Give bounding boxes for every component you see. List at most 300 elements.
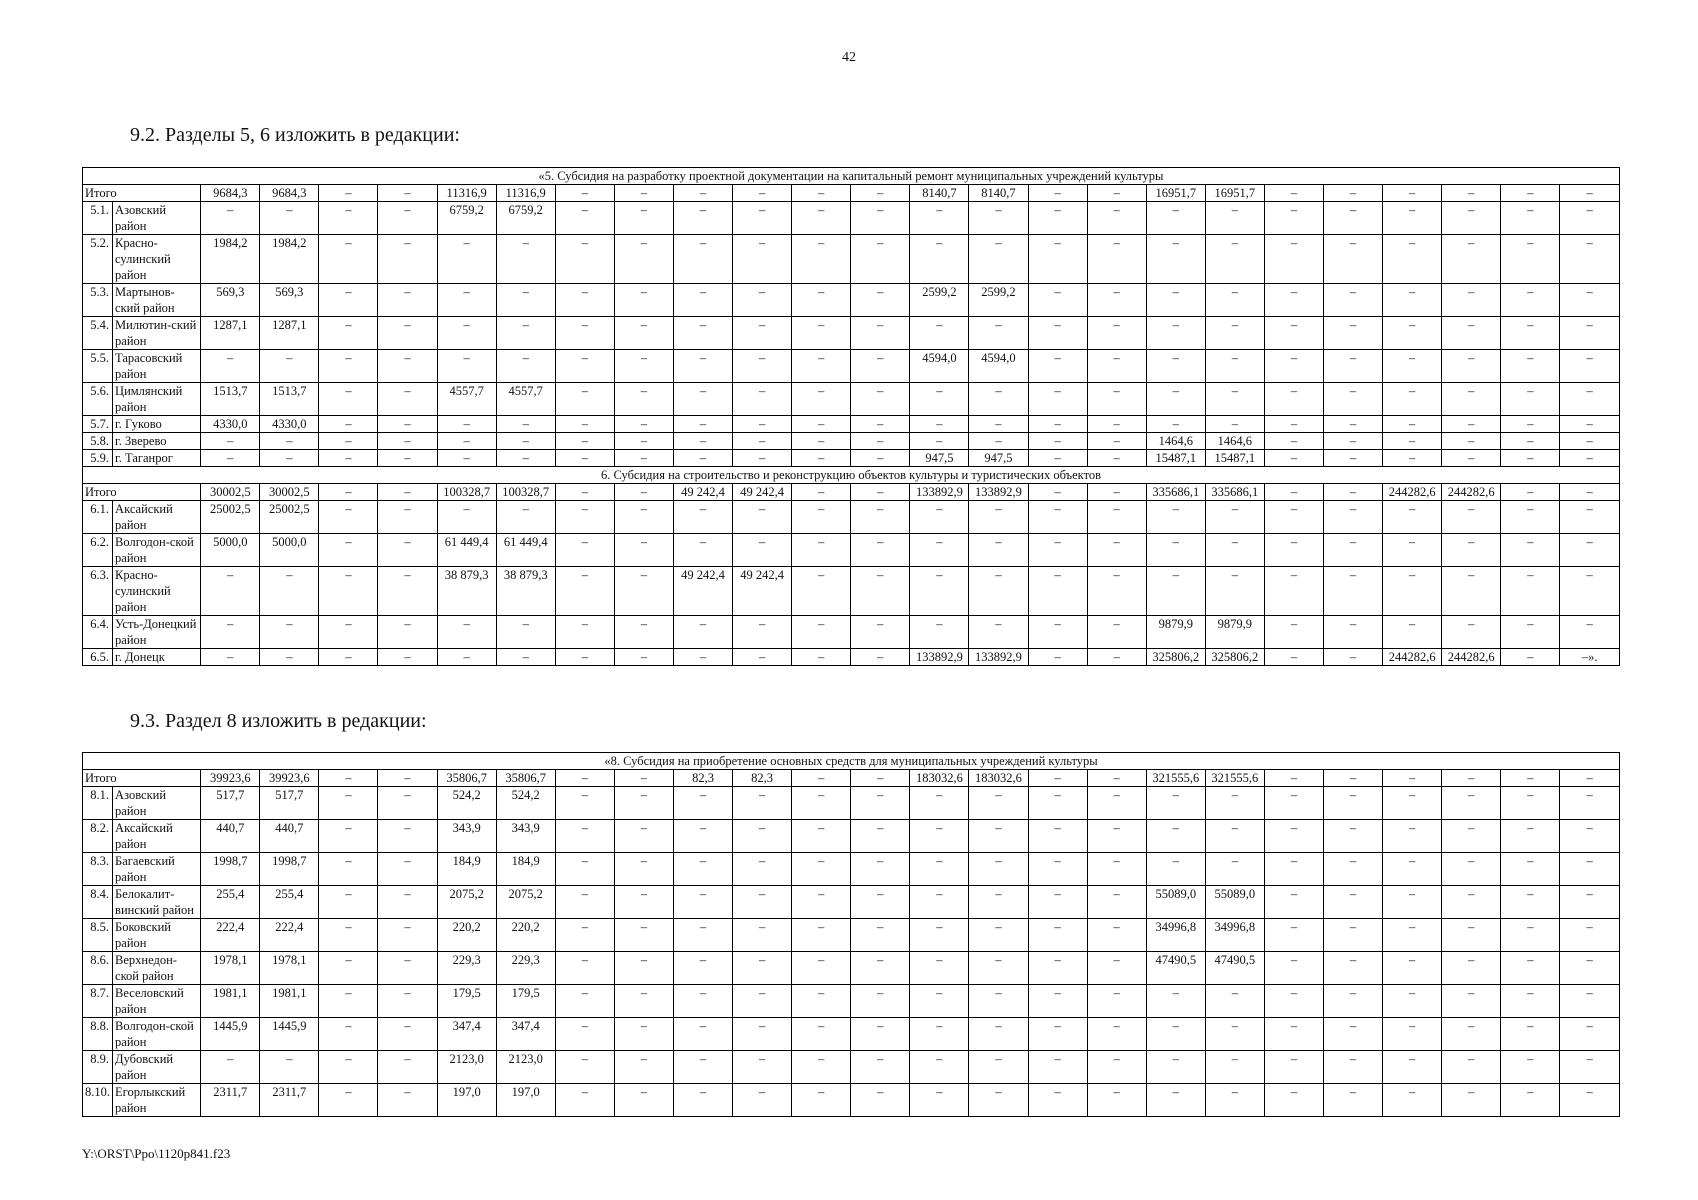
value-cell: – (1560, 450, 1620, 467)
value-cell: – (1146, 1018, 1205, 1051)
value-cell: – (1087, 787, 1146, 820)
value-cell: – (319, 202, 378, 235)
value-cell: – (378, 616, 437, 649)
table-row (83, 235, 1620, 284)
value-cell: – (555, 820, 614, 853)
value-cell: – (1560, 1018, 1620, 1051)
value-cell: 222,4 (201, 919, 260, 952)
value-cell: – (673, 284, 732, 317)
value-cell: – (969, 820, 1028, 853)
total-value-cell: 39923,6 (260, 770, 319, 787)
value-cell: 1998,7 (201, 853, 260, 886)
value-cell: – (496, 501, 555, 534)
district-name: Цимлянский район (113, 383, 201, 416)
total-value-cell: 39923,6 (201, 770, 260, 787)
file-path-footer: Y:\ORST\Ppo\1120p841.f23 (82, 1146, 231, 1161)
value-cell: – (1028, 501, 1087, 534)
value-cell: – (1028, 534, 1087, 567)
value-cell: 2123,0 (437, 1051, 496, 1084)
section-title: 6. Субсидия на строительство и реконструкцию объектов культуры и туристических объектов (83, 467, 1620, 484)
value-cell: 4594,0 (910, 350, 969, 383)
value-cell: – (437, 235, 496, 284)
row-number: 5.8. (83, 433, 113, 450)
table-row (83, 433, 1620, 450)
total-value-cell: 49 242,4 (733, 484, 792, 501)
value-cell: – (260, 567, 319, 616)
value-cell: – (378, 1051, 437, 1084)
value-cell: – (1028, 787, 1087, 820)
total-value-cell: – (851, 484, 910, 501)
value-cell: – (1028, 1084, 1087, 1117)
value-cell: – (1264, 919, 1323, 952)
value-cell: 1984,2 (201, 235, 260, 284)
value-cell: – (910, 383, 969, 416)
value-cell: – (1383, 202, 1442, 235)
value-cell: – (319, 534, 378, 567)
value-cell: – (555, 1051, 614, 1084)
value-cell: – (319, 616, 378, 649)
value-cell: – (614, 317, 673, 350)
value-cell: 38 879,3 (437, 567, 496, 616)
value-cell: – (1383, 853, 1442, 886)
total-value-cell: – (1028, 185, 1087, 202)
value-cell: – (378, 284, 437, 317)
value-cell: 1981,1 (201, 985, 260, 1018)
value-cell: – (614, 952, 673, 985)
value-cell: – (1264, 1084, 1323, 1117)
value-cell: – (1383, 501, 1442, 534)
value-cell: – (614, 1018, 673, 1051)
value-cell: – (1028, 235, 1087, 284)
value-cell: 1287,1 (201, 317, 260, 350)
total-value-cell: 100328,7 (496, 484, 555, 501)
value-cell: – (969, 1018, 1028, 1051)
value-cell: – (1028, 202, 1087, 235)
value-cell: – (1560, 235, 1620, 284)
table-row (83, 450, 1620, 467)
total-value-cell: – (1501, 770, 1560, 787)
value-cell: – (733, 649, 792, 666)
value-cell: – (733, 1051, 792, 1084)
value-cell: – (1323, 985, 1382, 1018)
value-cell: – (1264, 350, 1323, 383)
value-cell: – (1205, 416, 1264, 433)
value-cell: – (614, 649, 673, 666)
value-cell: – (1442, 501, 1501, 534)
value-cell: – (733, 820, 792, 853)
value-cell: – (437, 433, 496, 450)
subsidy-table-section-8 (82, 752, 1620, 1117)
value-cell: – (378, 1018, 437, 1051)
value-cell: 517,7 (201, 787, 260, 820)
value-cell: – (378, 985, 437, 1018)
value-cell: – (437, 649, 496, 666)
district-name: Милютин-ский район (113, 317, 201, 350)
total-value-cell: 9684,3 (260, 185, 319, 202)
value-cell: – (319, 350, 378, 383)
total-value-cell: 133892,9 (969, 484, 1028, 501)
total-value-cell: – (1560, 770, 1620, 787)
district-name: Дубовский район (113, 1051, 201, 1084)
value-cell: – (1442, 383, 1501, 416)
value-cell: 220,2 (437, 919, 496, 952)
value-cell: – (1205, 350, 1264, 383)
value-cell: – (733, 886, 792, 919)
value-cell: 34996,8 (1146, 919, 1205, 952)
value-cell: – (1501, 350, 1560, 383)
value-cell: – (319, 787, 378, 820)
value-cell: 1445,9 (201, 1018, 260, 1051)
district-name: Тарасовский район (113, 350, 201, 383)
value-cell: – (969, 853, 1028, 886)
value-cell: – (1028, 450, 1087, 467)
value-cell: – (851, 985, 910, 1018)
value-cell: – (733, 450, 792, 467)
value-cell: – (201, 649, 260, 666)
value-cell: – (614, 235, 673, 284)
table-row (83, 853, 1620, 886)
total-value-cell: 321555,6 (1146, 770, 1205, 787)
row-number: 8.3. (83, 853, 113, 886)
row-number: 6.3. (83, 567, 113, 616)
district-name: Азовский район (113, 787, 201, 820)
value-cell: – (260, 450, 319, 467)
value-cell: – (792, 886, 851, 919)
value-cell: – (910, 886, 969, 919)
value-cell: – (378, 886, 437, 919)
value-cell: 229,3 (496, 952, 555, 985)
value-cell: – (496, 284, 555, 317)
value-cell: – (319, 853, 378, 886)
value-cell: – (969, 501, 1028, 534)
value-cell: – (201, 433, 260, 450)
total-row (83, 484, 1620, 501)
value-cell: 197,0 (496, 1084, 555, 1117)
value-cell: – (1442, 985, 1501, 1018)
value-cell: – (969, 416, 1028, 433)
row-number: 8.8. (83, 1018, 113, 1051)
value-cell: – (437, 501, 496, 534)
value-cell: – (1442, 202, 1501, 235)
value-cell: – (555, 1018, 614, 1051)
row-number: 8.7. (83, 985, 113, 1018)
value-cell: – (792, 202, 851, 235)
value-cell: – (1323, 501, 1382, 534)
value-cell: – (910, 433, 969, 450)
value-cell: – (319, 317, 378, 350)
value-cell: – (1323, 416, 1382, 433)
value-cell: 255,4 (260, 886, 319, 919)
value-cell: – (910, 534, 969, 567)
subsidy-table-sections-5-6 (82, 167, 1620, 666)
total-value-cell: 183032,6 (969, 770, 1028, 787)
value-cell: – (1323, 820, 1382, 853)
value-cell: – (1442, 450, 1501, 467)
value-cell: – (378, 787, 437, 820)
value-cell: – (792, 1084, 851, 1117)
value-cell: 347,4 (437, 1018, 496, 1051)
section-heading-9-3: 9.3. Раздел 8 изложить в редакции: (130, 710, 427, 732)
value-cell: – (614, 820, 673, 853)
total-row (83, 770, 1620, 787)
value-cell: – (1028, 616, 1087, 649)
total-row (83, 185, 1620, 202)
value-cell: – (910, 1051, 969, 1084)
section-title-row (83, 467, 1620, 484)
value-cell: – (378, 235, 437, 284)
total-value-cell: – (378, 185, 437, 202)
value-cell: – (1442, 853, 1501, 886)
value-cell: – (792, 616, 851, 649)
value-cell: – (614, 534, 673, 567)
value-cell: – (378, 501, 437, 534)
value-cell: – (673, 317, 732, 350)
value-cell: – (319, 416, 378, 433)
total-value-cell: – (1087, 185, 1146, 202)
value-cell: – (733, 787, 792, 820)
value-cell: – (378, 383, 437, 416)
value-cell: – (319, 820, 378, 853)
value-cell: – (1501, 416, 1560, 433)
value-cell: 61 449,4 (496, 534, 555, 567)
total-value-cell: 133892,9 (910, 484, 969, 501)
value-cell: – (437, 416, 496, 433)
value-cell: – (1205, 235, 1264, 284)
value-cell: – (910, 416, 969, 433)
value-cell: – (1264, 284, 1323, 317)
value-cell: – (1501, 433, 1560, 450)
value-cell: – (437, 317, 496, 350)
value-cell: 184,9 (496, 853, 555, 886)
value-cell: – (319, 501, 378, 534)
value-cell: – (733, 501, 792, 534)
value-cell: – (555, 787, 614, 820)
value-cell: – (673, 919, 732, 952)
value-cell: – (969, 985, 1028, 1018)
value-cell: – (1028, 433, 1087, 450)
value-cell: – (969, 616, 1028, 649)
value-cell: – (319, 1051, 378, 1084)
value-cell: 4330,0 (201, 416, 260, 433)
table-row (83, 317, 1620, 350)
value-cell: – (1087, 416, 1146, 433)
value-cell: – (1442, 616, 1501, 649)
value-cell: – (1501, 1084, 1560, 1117)
value-cell: – (851, 1084, 910, 1117)
value-cell: 1978,1 (201, 952, 260, 985)
value-cell: – (1323, 919, 1382, 952)
value-cell: – (673, 886, 732, 919)
total-value-cell: – (319, 770, 378, 787)
value-cell: – (1028, 649, 1087, 666)
value-cell: 184,9 (437, 853, 496, 886)
value-cell: – (555, 433, 614, 450)
value-cell: 1287,1 (260, 317, 319, 350)
value-cell: – (1323, 787, 1382, 820)
value-cell: – (1087, 450, 1146, 467)
value-cell: – (1560, 1084, 1620, 1117)
value-cell: – (1560, 350, 1620, 383)
value-cell: 4594,0 (969, 350, 1028, 383)
value-cell: – (1264, 202, 1323, 235)
value-cell: – (1442, 919, 1501, 952)
value-cell: – (1087, 1051, 1146, 1084)
value-cell: – (910, 952, 969, 985)
total-value-cell: – (1323, 484, 1382, 501)
value-cell: – (437, 350, 496, 383)
value-cell: 1464,6 (1205, 433, 1264, 450)
value-cell: – (851, 1018, 910, 1051)
value-cell: – (1323, 616, 1382, 649)
value-cell: 1445,9 (260, 1018, 319, 1051)
value-cell: – (201, 450, 260, 467)
value-cell: – (1501, 649, 1560, 666)
value-cell: – (1028, 317, 1087, 350)
value-cell: – (969, 952, 1028, 985)
total-value-cell: 335686,1 (1205, 484, 1264, 501)
value-cell: – (555, 985, 614, 1018)
value-cell: – (614, 433, 673, 450)
value-cell: – (851, 433, 910, 450)
value-cell: – (969, 534, 1028, 567)
total-value-cell: – (1323, 185, 1382, 202)
table-row (83, 886, 1620, 919)
value-cell: – (792, 317, 851, 350)
value-cell: – (555, 1084, 614, 1117)
total-value-cell: 9684,3 (201, 185, 260, 202)
row-number: 8.6. (83, 952, 113, 985)
value-cell: – (851, 202, 910, 235)
value-cell: – (792, 1018, 851, 1051)
value-cell: –». (1560, 649, 1620, 666)
value-cell: – (1087, 317, 1146, 350)
total-value-cell: 8140,7 (969, 185, 1028, 202)
value-cell: – (733, 433, 792, 450)
value-cell: – (673, 952, 732, 985)
value-cell: – (1501, 567, 1560, 616)
value-cell: – (851, 886, 910, 919)
value-cell: – (1323, 350, 1382, 383)
value-cell: – (673, 202, 732, 235)
value-cell: – (1383, 567, 1442, 616)
table-row (83, 952, 1620, 985)
value-cell: – (1501, 235, 1560, 284)
value-cell: 222,4 (260, 919, 319, 952)
total-value-cell: – (1442, 185, 1501, 202)
value-cell: – (1383, 433, 1442, 450)
value-cell: 47490,5 (1205, 952, 1264, 985)
value-cell: – (1028, 985, 1087, 1018)
value-cell: – (555, 202, 614, 235)
value-cell: – (1087, 820, 1146, 853)
value-cell: – (1264, 787, 1323, 820)
value-cell: – (733, 383, 792, 416)
value-cell: – (1501, 1018, 1560, 1051)
value-cell: – (555, 616, 614, 649)
value-cell: – (496, 317, 555, 350)
value-cell: – (1028, 886, 1087, 919)
value-cell: – (1323, 1084, 1382, 1117)
value-cell: – (851, 450, 910, 467)
row-number: 5.5. (83, 350, 113, 383)
value-cell: – (1264, 501, 1323, 534)
value-cell: – (1560, 202, 1620, 235)
value-cell: – (614, 919, 673, 952)
value-cell: 5000,0 (201, 534, 260, 567)
value-cell: 2311,7 (260, 1084, 319, 1117)
value-cell: – (1205, 383, 1264, 416)
value-cell: – (1205, 787, 1264, 820)
total-value-cell: 11316,9 (437, 185, 496, 202)
value-cell: 440,7 (201, 820, 260, 853)
value-cell: – (1264, 534, 1323, 567)
value-cell: – (1323, 317, 1382, 350)
row-number: 5.1. (83, 202, 113, 235)
value-cell: 2311,7 (201, 1084, 260, 1117)
value-cell: – (792, 433, 851, 450)
value-cell: – (1442, 235, 1501, 284)
value-cell: 6759,2 (437, 202, 496, 235)
value-cell: – (1323, 284, 1382, 317)
table-row (83, 202, 1620, 235)
value-cell: – (319, 450, 378, 467)
value-cell: 347,4 (496, 1018, 555, 1051)
table-row (83, 534, 1620, 567)
value-cell: – (969, 235, 1028, 284)
value-cell: – (733, 616, 792, 649)
value-cell: 34996,8 (1205, 919, 1264, 952)
total-label: Итого (83, 770, 201, 787)
total-value-cell: 35806,7 (437, 770, 496, 787)
value-cell: – (1146, 1051, 1205, 1084)
value-cell: – (851, 383, 910, 416)
total-value-cell: 183032,6 (910, 770, 969, 787)
value-cell: – (969, 383, 1028, 416)
value-cell: – (1560, 820, 1620, 853)
value-cell: 179,5 (496, 985, 555, 1018)
value-cell: – (910, 202, 969, 235)
value-cell: – (1028, 567, 1087, 616)
value-cell: – (1087, 985, 1146, 1018)
value-cell: – (496, 450, 555, 467)
total-value-cell: – (555, 770, 614, 787)
value-cell: – (910, 501, 969, 534)
value-cell: – (851, 534, 910, 567)
value-cell: – (1264, 383, 1323, 416)
value-cell: – (555, 534, 614, 567)
section-heading-9-2: 9.2. Разделы 5, 6 изложить в редакции: (130, 124, 460, 146)
value-cell: – (1028, 853, 1087, 886)
value-cell: – (792, 1051, 851, 1084)
row-number: 8.4. (83, 886, 113, 919)
row-number: 8.5. (83, 919, 113, 952)
value-cell: – (614, 501, 673, 534)
value-cell: – (733, 317, 792, 350)
value-cell: – (733, 853, 792, 886)
value-cell: – (910, 235, 969, 284)
total-value-cell: – (614, 770, 673, 787)
value-cell: – (319, 433, 378, 450)
value-cell: – (1383, 317, 1442, 350)
district-name: Красно-сулинский район (113, 567, 201, 616)
value-cell: – (1146, 317, 1205, 350)
value-cell: – (555, 284, 614, 317)
table-row (83, 284, 1620, 317)
value-cell: – (1501, 919, 1560, 952)
value-cell: – (614, 1051, 673, 1084)
value-cell: – (1383, 616, 1442, 649)
value-cell: – (1205, 985, 1264, 1018)
